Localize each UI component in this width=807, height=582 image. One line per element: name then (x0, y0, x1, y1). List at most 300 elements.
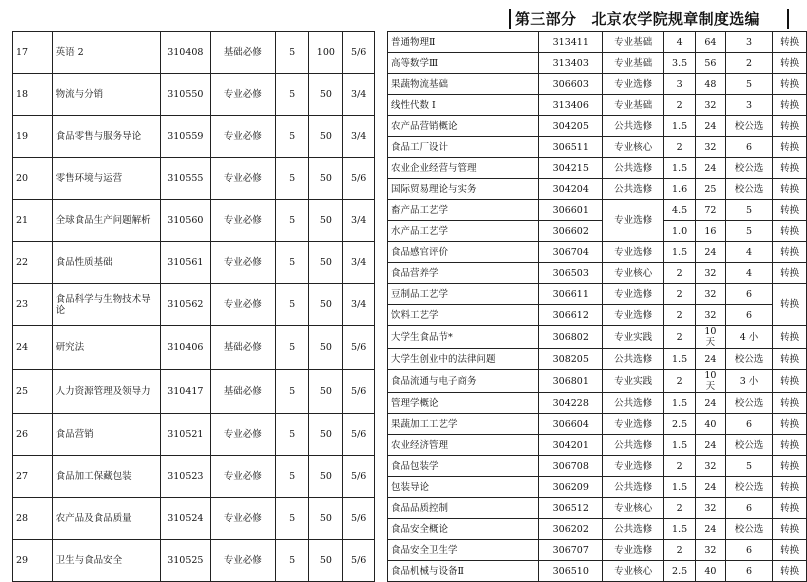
mapped-course-code: 306510 (539, 561, 603, 582)
mapped-course-credit: 1.5 (664, 477, 696, 498)
course-hours: 100 (309, 32, 343, 74)
mapped-course-code: 306708 (539, 456, 603, 477)
mapped-course-name: 管理学概论 (387, 393, 538, 414)
mapped-course-credit: 2.5 (664, 414, 696, 435)
mapped-course-hours: 48 (696, 74, 726, 95)
mapped-course-credit: 2 (664, 456, 696, 477)
mapped-course-hours: 24 (696, 477, 726, 498)
conversion-note: 转换 (773, 414, 807, 435)
conversion-note: 转换 (773, 32, 807, 53)
course-number: 20 (13, 158, 53, 200)
mapped-course-semester: 5 (725, 221, 772, 242)
course-credit: 5 (275, 284, 309, 326)
mapped-course-code: 306503 (539, 263, 603, 284)
mapped-course-name: 大学生创业中的法律问题 (387, 349, 538, 370)
mapped-course-name: 线性代数 I (387, 95, 538, 116)
mapped-course-semester: 6 (725, 540, 772, 561)
column-gap (375, 158, 388, 200)
course-code: 310561 (160, 242, 210, 284)
mapped-course-code: 304205 (539, 116, 603, 137)
course-code: 310550 (160, 74, 210, 116)
mapped-course-credit: 2 (664, 137, 696, 158)
conversion-note: 转换 (773, 456, 807, 477)
course-code: 310525 (160, 540, 210, 582)
mapped-course-credit: 2 (664, 540, 696, 561)
course-semester: 5/6 (343, 370, 375, 414)
table-row (13, 414, 807, 435)
mapped-course-credit: 1.5 (664, 242, 696, 263)
mapped-course-name: 饮料工艺学 (387, 305, 538, 326)
column-gap (375, 74, 388, 116)
mapped-course-semester: 校公选 (725, 393, 772, 414)
mapped-course-type: 专业实践 (603, 370, 664, 393)
course-type: 专业必修 (210, 284, 275, 326)
mapped-course-semester: 3 (725, 95, 772, 116)
mapped-course-semester: 3 小 (725, 370, 772, 393)
course-credit: 5 (275, 32, 309, 74)
column-gap (375, 326, 388, 370)
mapped-course-credit: 4.5 (664, 200, 696, 221)
mapped-course-type: 专业基础 (603, 53, 664, 74)
conversion-note: 转换 (773, 435, 807, 456)
column-gap (375, 242, 388, 284)
mapped-course-hours: 32 (696, 284, 726, 305)
conversion-note: 转换 (773, 477, 807, 498)
mapped-course-type: 专业选修 (603, 540, 664, 561)
mapped-course-type: 公共选修 (603, 477, 664, 498)
mapped-course-code: 304228 (539, 393, 603, 414)
mapped-course-name: 国际贸易理论与实务 (387, 179, 538, 200)
course-credit: 5 (275, 116, 309, 158)
conversion-note: 转换 (773, 242, 807, 263)
mapped-course-code: 313411 (539, 32, 603, 53)
course-name: 食品性质基础 (52, 242, 160, 284)
mapped-course-credit: 1.5 (664, 519, 696, 540)
header-right-bar (787, 9, 789, 29)
course-semester: 3/4 (343, 116, 375, 158)
course-hours: 50 (309, 158, 343, 200)
mapped-course-code: 306511 (539, 137, 603, 158)
course-code: 310521 (160, 414, 210, 456)
conversion-note: 转换 (773, 53, 807, 74)
mapped-course-semester: 6 (725, 305, 772, 326)
column-gap (375, 32, 388, 74)
course-semester: 3/4 (343, 200, 375, 242)
mapped-course-name: 食品流通与电子商务 (387, 370, 538, 393)
mapped-course-type: 公共选修 (603, 519, 664, 540)
mapped-course-hours: 24 (696, 158, 726, 179)
mapped-course-hours: 24 (696, 116, 726, 137)
conversion-note: 转换 (773, 519, 807, 540)
mapped-course-credit: 1.5 (664, 116, 696, 137)
mapped-course-hours: 10 天 (696, 326, 726, 349)
course-code: 310559 (160, 116, 210, 158)
mapped-course-hours: 64 (696, 32, 726, 53)
table-row (13, 284, 807, 305)
course-code: 310417 (160, 370, 210, 414)
conversion-note: 转换 (773, 179, 807, 200)
conversion-note: 转换 (773, 349, 807, 370)
column-gap (375, 116, 388, 158)
header-left-bar (509, 9, 511, 29)
course-type: 基础必修 (210, 370, 275, 414)
course-credit: 5 (275, 158, 309, 200)
course-credit: 5 (275, 74, 309, 116)
mapped-course-hours: 10 天 (696, 370, 726, 393)
mapped-course-type: 专业选修 (603, 74, 664, 95)
mapped-course-semester: 6 (725, 561, 772, 582)
course-name: 全球食品生产问题解析 (52, 200, 160, 242)
mapped-course-type: 公共选修 (603, 116, 664, 137)
mapped-course-hours: 24 (696, 435, 726, 456)
course-type: 基础必修 (210, 326, 275, 370)
mapped-course-credit: 3 (664, 74, 696, 95)
course-code: 310560 (160, 200, 210, 242)
mapped-course-name: 食品机械与设备Ⅱ (387, 561, 538, 582)
mapped-course-hours: 24 (696, 519, 726, 540)
mapped-course-hours: 24 (696, 393, 726, 414)
mapped-course-semester: 4 (725, 263, 772, 284)
course-conversion-table (12, 31, 807, 582)
mapped-course-credit: 2 (664, 305, 696, 326)
course-credit: 5 (275, 456, 309, 498)
mapped-course-name: 食品工厂设计 (387, 137, 538, 158)
mapped-course-semester: 校公选 (725, 519, 772, 540)
mapped-course-credit: 1.5 (664, 435, 696, 456)
mapped-course-type: 专业基础 (603, 95, 664, 116)
mapped-course-credit: 3.5 (664, 53, 696, 74)
mapped-course-type: 公共选修 (603, 393, 664, 414)
course-credit: 5 (275, 200, 309, 242)
mapped-course-code: 306512 (539, 498, 603, 519)
table-row (13, 326, 807, 349)
mapped-course-code: 306802 (539, 326, 603, 349)
mapped-course-type: 专业选修 (603, 456, 664, 477)
course-code: 310523 (160, 456, 210, 498)
column-gap (375, 456, 388, 498)
mapped-course-type: 公共选修 (603, 435, 664, 456)
mapped-course-semester: 校公选 (725, 349, 772, 370)
course-type: 专业必修 (210, 498, 275, 540)
mapped-course-code: 304201 (539, 435, 603, 456)
course-code: 310555 (160, 158, 210, 200)
course-code: 310406 (160, 326, 210, 370)
column-gap (375, 370, 388, 414)
mapped-course-hours: 32 (696, 498, 726, 519)
conversion-note: 转换 (773, 370, 807, 393)
mapped-course-credit: 2 (664, 263, 696, 284)
course-name: 农产品及食品质量 (52, 498, 160, 540)
course-semester: 5/6 (343, 158, 375, 200)
mapped-course-type: 专业核心 (603, 498, 664, 519)
conversion-note: 转换 (773, 561, 807, 582)
course-number: 18 (13, 74, 53, 116)
mapped-course-semester: 6 (725, 498, 772, 519)
course-semester: 5/6 (343, 414, 375, 456)
course-type: 专业必修 (210, 242, 275, 284)
course-number: 28 (13, 498, 53, 540)
course-hours: 50 (309, 242, 343, 284)
mapped-course-hours: 32 (696, 540, 726, 561)
mapped-course-type: 专业选修 (603, 284, 664, 305)
course-name: 卫生与食品安全 (52, 540, 160, 582)
mapped-course-type: 专业核心 (603, 137, 664, 158)
course-credit: 5 (275, 242, 309, 284)
mapped-course-hours: 24 (696, 349, 726, 370)
course-hours: 50 (309, 74, 343, 116)
mapped-course-type: 专业实践 (603, 326, 664, 349)
course-type: 专业必修 (210, 74, 275, 116)
mapped-course-name: 包装导论 (387, 477, 538, 498)
course-name: 食品零售与服务导论 (52, 116, 160, 158)
mapped-course-code: 306707 (539, 540, 603, 561)
course-credit: 5 (275, 540, 309, 582)
course-semester: 3/4 (343, 284, 375, 326)
mapped-course-credit: 2 (664, 370, 696, 393)
mapped-course-type: 专业选修 (603, 200, 664, 242)
mapped-course-code: 306601 (539, 200, 603, 221)
course-name: 物流与分销 (52, 74, 160, 116)
mapped-course-hours: 40 (696, 561, 726, 582)
course-semester: 5/6 (343, 540, 375, 582)
mapped-course-name: 豆制品工艺学 (387, 284, 538, 305)
mapped-course-semester: 校公选 (725, 179, 772, 200)
course-name: 人力资源管理及领导力 (52, 370, 160, 414)
mapped-course-credit: 2 (664, 326, 696, 349)
course-number: 26 (13, 414, 53, 456)
mapped-course-semester: 6 (725, 137, 772, 158)
course-hours: 50 (309, 456, 343, 498)
mapped-course-code: 304204 (539, 179, 603, 200)
course-semester: 5/6 (343, 326, 375, 370)
mapped-course-hours: 24 (696, 242, 726, 263)
course-number: 17 (13, 32, 53, 74)
mapped-course-code: 304215 (539, 158, 603, 179)
course-hours: 50 (309, 326, 343, 370)
course-number: 25 (13, 370, 53, 414)
course-name: 食品营销 (52, 414, 160, 456)
course-hours: 50 (309, 116, 343, 158)
course-semester: 3/4 (343, 74, 375, 116)
mapped-course-name: 畜产品工艺学 (387, 200, 538, 221)
mapped-course-semester: 校公选 (725, 116, 772, 137)
mapped-course-type: 专业选修 (603, 414, 664, 435)
course-name: 食品加工保藏包装 (52, 456, 160, 498)
course-semester: 5/6 (343, 456, 375, 498)
course-semester: 5/6 (343, 498, 375, 540)
mapped-course-semester: 5 (725, 456, 772, 477)
mapped-course-name: 果蔬物流基础 (387, 74, 538, 95)
mapped-course-credit: 2 (664, 498, 696, 519)
mapped-course-semester: 2 (725, 53, 772, 74)
mapped-course-semester: 6 (725, 284, 772, 305)
mapped-course-credit: 1.6 (664, 179, 696, 200)
mapped-course-semester: 5 (725, 74, 772, 95)
conversion-note: 转换 (773, 284, 807, 326)
mapped-course-type: 公共选修 (603, 179, 664, 200)
mapped-course-type: 专业选修 (603, 305, 664, 326)
course-code: 310408 (160, 32, 210, 74)
mapped-course-name: 食品包装学 (387, 456, 538, 477)
mapped-course-code: 313406 (539, 95, 603, 116)
mapped-course-type: 专业选修 (603, 242, 664, 263)
mapped-course-type: 专业核心 (603, 263, 664, 284)
conversion-note: 转换 (773, 158, 807, 179)
course-hours: 50 (309, 284, 343, 326)
mapped-course-credit: 4 (664, 32, 696, 53)
mapped-course-hours: 32 (696, 95, 726, 116)
mapped-course-type: 专业基础 (603, 32, 664, 53)
mapped-course-code: 306209 (539, 477, 603, 498)
conversion-note: 转换 (773, 116, 807, 137)
course-hours: 50 (309, 370, 343, 414)
mapped-course-hours: 32 (696, 263, 726, 284)
course-semester: 5/6 (343, 32, 375, 74)
course-number: 29 (13, 540, 53, 582)
mapped-course-name: 食品营养学 (387, 263, 538, 284)
header-title: 第三部分 北京农学院规章制度选编 (515, 10, 760, 28)
course-type: 专业必修 (210, 456, 275, 498)
mapped-course-name: 农业企业经营与管理 (387, 158, 538, 179)
mapped-course-code: 306602 (539, 221, 603, 242)
table-row (13, 540, 807, 561)
mapped-course-code: 306612 (539, 305, 603, 326)
mapped-course-code: 308205 (539, 349, 603, 370)
course-type: 专业必修 (210, 158, 275, 200)
mapped-course-name: 大学生食品节* (387, 326, 538, 349)
mapped-course-hours: 72 (696, 200, 726, 221)
mapped-course-semester: 5 (725, 200, 772, 221)
mapped-course-name: 农业经济管理 (387, 435, 538, 456)
course-number: 21 (13, 200, 53, 242)
mapped-course-hours: 32 (696, 137, 726, 158)
course-credit: 5 (275, 498, 309, 540)
mapped-course-hours: 40 (696, 414, 726, 435)
table-row (13, 116, 807, 137)
mapped-course-credit: 2 (664, 95, 696, 116)
mapped-course-credit: 1.5 (664, 349, 696, 370)
conversion-note: 转换 (773, 263, 807, 284)
mapped-course-semester: 3 (725, 32, 772, 53)
table-row (13, 158, 807, 179)
course-credit: 5 (275, 370, 309, 414)
course-semester: 3/4 (343, 242, 375, 284)
course-hours: 50 (309, 200, 343, 242)
course-credit: 5 (275, 326, 309, 370)
course-hours: 50 (309, 540, 343, 582)
conversion-note: 转换 (773, 221, 807, 242)
course-number: 22 (13, 242, 53, 284)
page-header (0, 0, 807, 32)
mapped-course-type: 公共选修 (603, 158, 664, 179)
course-number: 27 (13, 456, 53, 498)
course-number: 24 (13, 326, 53, 370)
mapped-course-hours: 56 (696, 53, 726, 74)
course-type: 专业必修 (210, 116, 275, 158)
mapped-course-name: 食品安全概论 (387, 519, 538, 540)
table-row (13, 200, 807, 221)
course-type: 基础必修 (210, 32, 275, 74)
mapped-course-semester: 6 (725, 414, 772, 435)
mapped-course-credit: 1.5 (664, 158, 696, 179)
mapped-course-credit: 2 (664, 284, 696, 305)
course-type: 专业必修 (210, 540, 275, 582)
mapped-course-type: 专业核心 (603, 561, 664, 582)
mapped-course-hours: 25 (696, 179, 726, 200)
mapped-course-name: 农产品营销概论 (387, 116, 538, 137)
mapped-course-credit: 2.5 (664, 561, 696, 582)
conversion-note: 转换 (773, 95, 807, 116)
mapped-course-hours: 16 (696, 221, 726, 242)
mapped-course-semester: 校公选 (725, 435, 772, 456)
column-gap (375, 284, 388, 326)
mapped-course-semester: 校公选 (725, 158, 772, 179)
mapped-course-hours: 32 (696, 305, 726, 326)
mapped-course-name: 食品品质控制 (387, 498, 538, 519)
mapped-course-code: 306604 (539, 414, 603, 435)
mapped-course-semester: 4 (725, 242, 772, 263)
mapped-course-name: 普通物理Ⅱ (387, 32, 538, 53)
table-row (13, 74, 807, 95)
course-name: 食品科学与生物技术导论 (52, 284, 160, 326)
course-hours: 50 (309, 498, 343, 540)
mapped-course-code: 306704 (539, 242, 603, 263)
conversion-note: 转换 (773, 137, 807, 158)
table-row (13, 370, 807, 393)
column-gap (375, 414, 388, 456)
table-row (13, 456, 807, 477)
mapped-course-code: 306611 (539, 284, 603, 305)
conversion-note: 转换 (773, 498, 807, 519)
mapped-course-name: 水产品工艺学 (387, 221, 538, 242)
course-number: 23 (13, 284, 53, 326)
course-type: 专业必修 (210, 200, 275, 242)
table-row (13, 32, 807, 53)
course-name: 研究法 (52, 326, 160, 370)
column-gap (375, 200, 388, 242)
course-type: 专业必修 (210, 414, 275, 456)
course-number: 19 (13, 116, 53, 158)
mapped-course-hours: 32 (696, 456, 726, 477)
mapped-course-credit: 1.5 (664, 393, 696, 414)
course-name: 英语 2 (52, 32, 160, 74)
column-gap (375, 498, 388, 540)
column-gap (375, 540, 388, 582)
mapped-course-code: 306202 (539, 519, 603, 540)
course-code: 310524 (160, 498, 210, 540)
mapped-course-name: 食品感官评价 (387, 242, 538, 263)
course-name: 零售环境与运营 (52, 158, 160, 200)
conversion-note: 转换 (773, 326, 807, 349)
mapped-course-name: 高等数学Ⅲ (387, 53, 538, 74)
course-code: 310562 (160, 284, 210, 326)
mapped-course-name: 果蔬加工工艺学 (387, 414, 538, 435)
mapped-course-credit: 1.0 (664, 221, 696, 242)
mapped-course-semester: 校公选 (725, 477, 772, 498)
mapped-course-code: 306801 (539, 370, 603, 393)
course-hours: 50 (309, 414, 343, 456)
mapped-course-name: 食品安全卫生学 (387, 540, 538, 561)
conversion-note: 转换 (773, 393, 807, 414)
table-row (13, 498, 807, 519)
mapped-course-semester: 4 小 (725, 326, 772, 349)
mapped-course-code: 313403 (539, 53, 603, 74)
conversion-note: 转换 (773, 74, 807, 95)
mapped-course-type: 公共选修 (603, 349, 664, 370)
course-credit: 5 (275, 414, 309, 456)
conversion-note: 转换 (773, 540, 807, 561)
conversion-note: 转换 (773, 200, 807, 221)
